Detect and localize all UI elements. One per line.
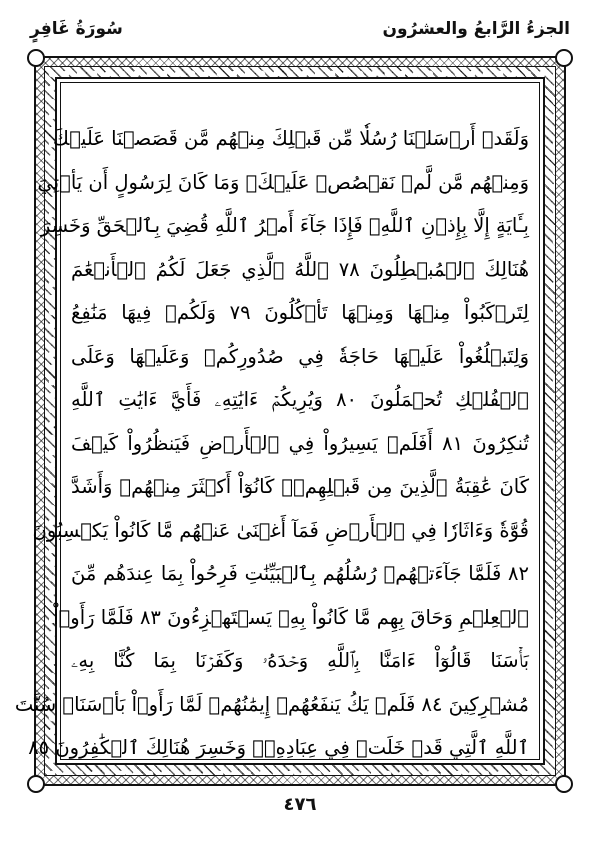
- text-line-13: بَأۡسَنَا قَالُوٓاْ ءَامَنَّا بِٱللَّهِ وَحۡدَهُۥ وَكَفَرۡنَا بِمَا كُنَّا بِهِۦ: [71, 649, 529, 672]
- corner-ornament-icon: [555, 49, 573, 67]
- text-line-4: هُنَالِكَ ٱلۡمُبۡطِلُونَ ٧٨ ٱللَّهُ ٱلَّذِي جَعَلَ لَكُمُ ٱلۡأَنۡعَٰمَ: [71, 257, 529, 281]
- text-line-11: ٨٢ فَلَمَّا جَآءَتۡهُمۡ رُسُلُهُم بِٱلۡبَيِّنَٰتِ فَرِحُواْ بِمَا عِندَهُم مِّنَ: [71, 562, 529, 585]
- text-line-7: ٱلۡفُلۡكِ تُحۡمَلُونَ ٨٠ وَيُرِيكُمۡ ءَايَٰتِهِۦ فَأَيَّ ءَايَٰتِ ٱللَّهِ: [71, 388, 529, 411]
- text-line-6: وَلِتَبۡلُغُواْ عَلَيۡهَا حَاجَةٗ فِي صُدُورِكُمۡ وَعَلَيۡهَا وَعَلَى: [71, 344, 529, 368]
- page-number: ٤٧٦: [283, 794, 317, 815]
- text-line-10: قُوَّةٗ وَءَاثَارٗا فِي ٱلۡأَرۡضِ فَمَآ أَغۡنَىٰ عَنۡهُم مَّا كَانُواْ يَكۡسِبُونَ: [32, 518, 529, 542]
- text-line-3: بِـَٔايَةٍ إِلَّا بِإِذۡنِ ٱللَّهِۚ فَإِذَا جَآءَ أَمۡرُ ٱللَّهِ قُضِيَ بِٱلۡحَقِّ وَخَسِرَ: [40, 214, 529, 237]
- surah-title: سُورَةُ غَافِرٍ: [30, 19, 123, 39]
- border-pattern: [14, 66, 556, 776]
- text-line-1: وَلَقَدۡ أَرۡسَلۡنَا رُسُلٗا مِّن قَبۡلِكَ مِنۡهُم مَّن قَصَصۡنَا عَلَيۡكَ: [52, 127, 529, 150]
- text-line-5: لِتَرۡكَبُواْ مِنۡهَا وَمِنۡهَا تَأۡكُلُونَ ٧٩ وَلَكُمۡ فِيهَا مَنَٰفِعُ: [71, 301, 529, 324]
- corner-ornament-icon: [555, 775, 573, 793]
- ornamental-border: [14, 56, 566, 786]
- corner-ornament-icon: [27, 775, 45, 793]
- corner-ornament-icon: [27, 49, 45, 67]
- juz-title: الجزءُ الرَّابعُ والعشرُون: [382, 19, 570, 39]
- verse-text: [14, 117, 529, 759]
- text-line-12: ٱلۡعِلۡمِ وَحَاقَ بِهِم مَّا كَانُواْ بِهِۦ يَسۡتَهۡزِءُونَ ٨٣ فَلَمَّا رَأَوۡاْ: [53, 605, 529, 629]
- text-line-9: كَانَ عَٰقِبَةُ ٱلَّذِينَ مِن قَبۡلِهِمۡۚ كَانُوٓاْ أَكۡثَرَ مِنۡهُمۡ وَأَشَدَّ: [71, 475, 529, 498]
- text-line-14: مُشۡرِكِينَ ٨٤ فَلَمۡ يَكُ يَنفَعُهُمۡ إِيمَٰنُهُمۡ لَمَّا رَأَوۡاْ بَأۡسَنَاۖ سُنَّتَ: [14, 692, 529, 716]
- text-line-15: ٱللَّهِ ٱلَّتِي قَدۡ خَلَتۡ فِي عِبَادِهِۦۖ وَخَسِرَ هُنَالِكَ ٱلۡكَٰفِرُونَ ٨٥: [28, 736, 529, 759]
- text-panel: [14, 77, 545, 765]
- text-line-2: وَمِنۡهُم مَّن لَّمۡ نَقۡصُصۡ عَلَيۡكَۗ وَمَا كَانَ لِرَسُولٍ أَن يَأۡتِيَ: [37, 170, 529, 194]
- text-line-8: تُنكِرُونَ ٨١ أَفَلَمۡ يَسِيرُواْ فِي ٱلۡأَرۡضِ فَيَنظُرُواْ كَيۡفَ: [71, 431, 529, 455]
- page-header: [30, 14, 570, 44]
